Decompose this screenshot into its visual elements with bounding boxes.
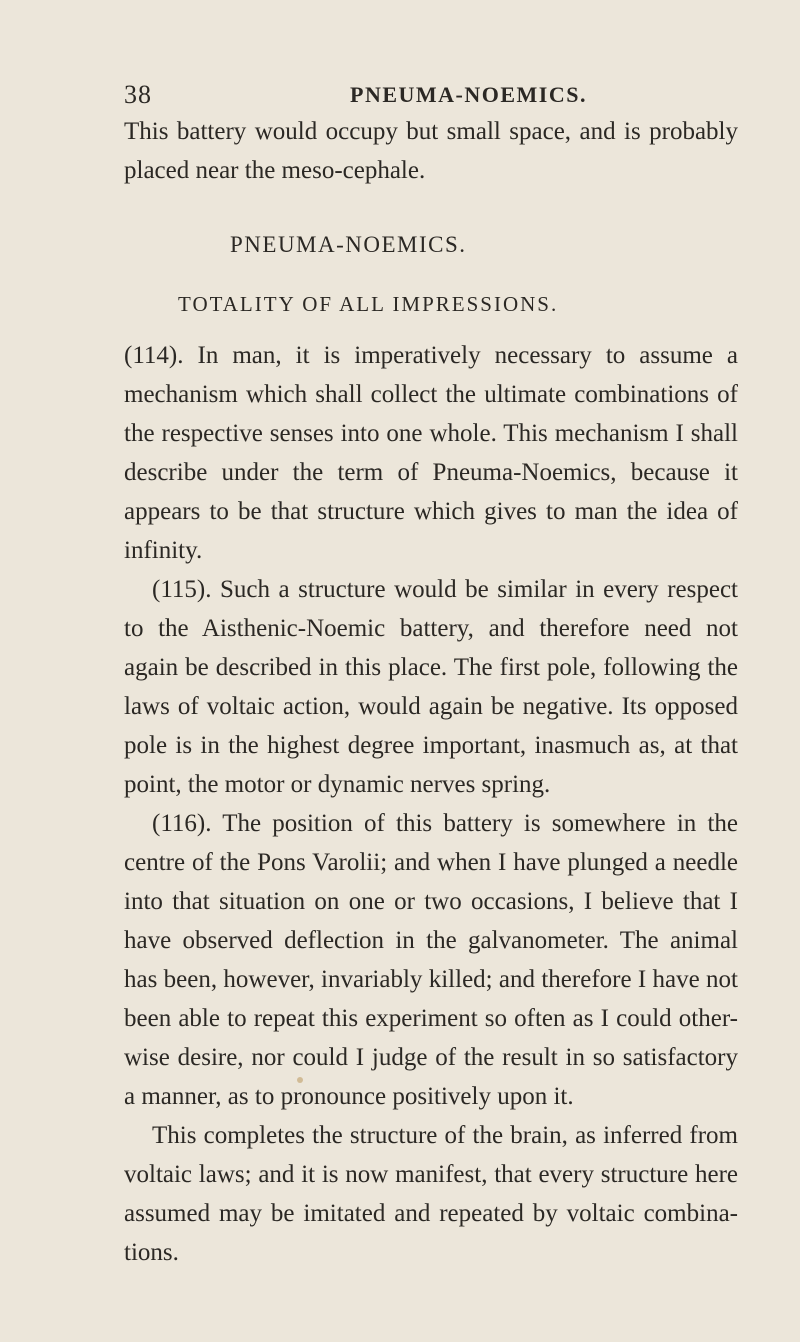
paper-speck [297, 1077, 303, 1083]
section-subtitle: TOTALITY OF ALL IMPRESSIONS. [178, 292, 559, 316]
section-title: PNEUMA-NOEMICS. [230, 232, 467, 257]
paragraph-116: (116). The position of this battery is somewhere in the centre of the Pons Varolii; and when I have plunged a needle into that situation on one or two occasions, I believe that I have observed deflection in the galvanometer. The animal has been, however, invariably killed; and therefore I have not been able to repeat this experiment so often as I could other-wise desire, nor could I judge of the result in so satisfactory a manner, as to pronounce positively upon it. [124, 810, 738, 1110]
running-title: PNEUMA-NOEMICS. [350, 82, 587, 107]
page-number: 38 [124, 80, 152, 109]
running-head [124, 80, 736, 112]
paragraph-conclusion: This completes the structure of the brain, as inferred from voltaic laws; and it is now manifest, that every structure here assumed may be imitated and repeated by voltaic combina-tions. [124, 1122, 738, 1266]
section-body [124, 336, 738, 1272]
paragraph-114: (114). In man, it is imperatively necessary to assume a mechanism which shall collect the ultimate combinations of the respective senses into one whole. This mechanism I shall describe under the term of Pneuma-Noemics, because it appears to be that structure which gives to man the idea of infinity. [124, 342, 738, 564]
intro-paragraph [124, 112, 738, 190]
paragraph-115: (115). Such a structure would be similar in every respect to the Aisthenic-Noemic battery, and therefore need not again be described in this place. The first pole, following the laws of voltaic action, would again be negative. Its opposed pole is in the highest degree important, inasmuch as, at that point, the motor or dynamic nerves spring. [124, 576, 738, 798]
intro-text: This battery would occupy but small space, and is probably placed near the meso-cephale. [124, 118, 738, 184]
